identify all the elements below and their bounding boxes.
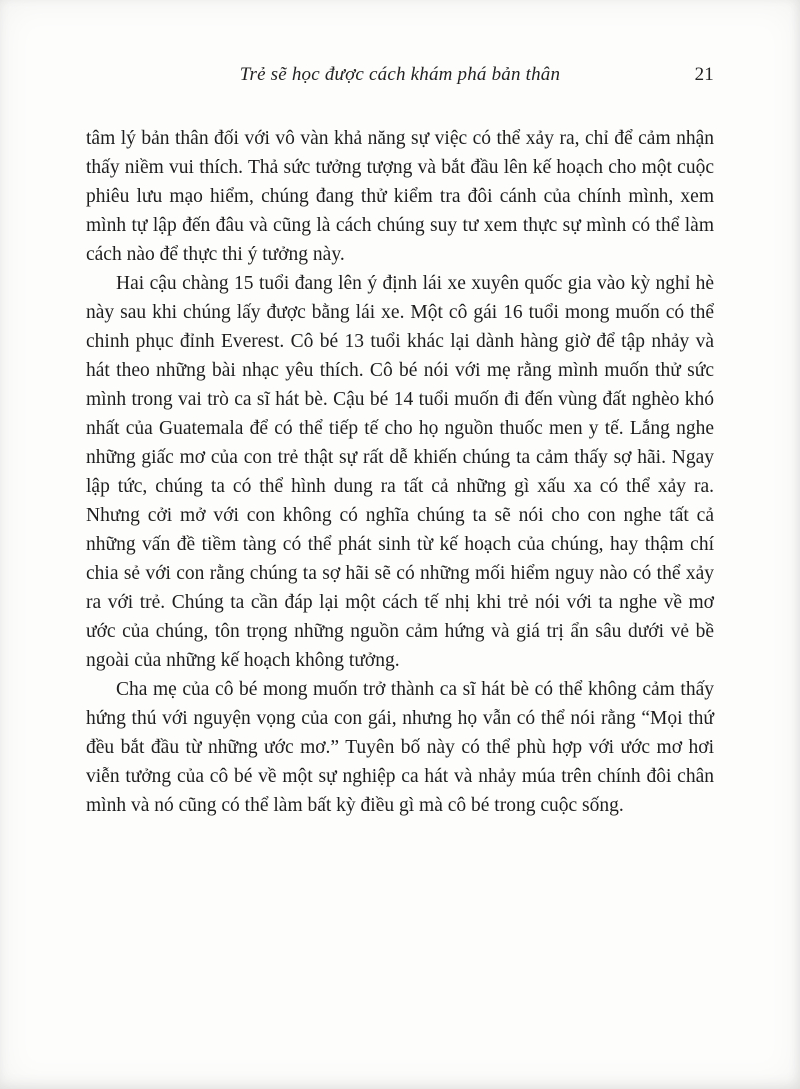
paragraph: Cha mẹ của cô bé mong muốn trở thành ca sĩ hát bè có thể không cảm thấy hứng thú với nguyện vọng của con gái, nhưng họ vẫn có thể nói rằng “Mọi thứ đều bắt đầu từ những ước mơ.” Tuyên bố này có thể phù hợp với ước mơ hơi viễn tưởng của cô bé về một sự nghiệp ca hát và nhảy múa trên chính đôi chân mình và nó cũng có thể làm bất kỳ điều gì mà cô bé trong cuộc sống.	[86, 679, 714, 816]
paragraph: tâm lý bản thân đối với vô vàn khả năng sự việc có thể xảy ra, chỉ để cảm nhận thấy niềm vui thích. Thả sức tưởng tượng và bắt đầu lên kế hoạch cho một cuộc phiêu lưu mạo hiểm, chúng đang thử kiểm tra đôi cánh của chính mình, xem mình tự lập đến đâu và cũng là cách chúng suy tư xem thực sự mình có thể làm cách nào để thực thi ý tưởng này.	[86, 128, 714, 265]
running-header-title: Trẻ sẽ học được cách khám phá bản thân	[239, 64, 561, 85]
running-header	[86, 62, 714, 88]
paragraph: Hai cậu chàng 15 tuổi đang lên ý định lái xe xuyên quốc gia vào kỳ nghỉ hè này sau khi chúng lấy được bằng lái xe. Một cô gái 16 tuổi mong muốn có thể chinh phục đỉnh Everest. Cô bé 13 tuổi khác lại dành hàng giờ để tập nhảy và hát theo những bài nhạc yêu thích. Cô bé nói với mẹ rằng mình muốn thử sức mình trong vai trò ca sĩ hát bè. Cậu bé 14 tuổi muốn đi đến vùng đất nghèo khó nhất của Guatemala để có thể tiếp tế cho họ nguồn thuốc men y tế. Lắng nghe những giấc mơ của con trẻ thật sự rất dễ khiến chúng ta cảm thấy sợ hãi. Ngay lập tức, chúng ta có thể hình dung ra tất cả những gì xấu xa có thể xảy ra. Nhưng cởi mở với con không có nghĩa chúng ta sẽ nói cho con nghe tất cả những vấn đề tiềm tàng có thể phát sinh từ kế hoạch của chúng, hay thậm chí chia sẻ với con rằng chúng ta sợ hãi sẽ có những mối hiểm nguy nào có thể xảy ra với trẻ. Chúng ta cần đáp lại một cách tế nhị khi trẻ nói với ta nghe về mơ ước của chúng, tôn trọng những nguồn cảm hứng và giá trị ẩn sâu dưới vẻ bề ngoài của những kế hoạch không tưởng.	[86, 273, 714, 671]
body-text	[86, 124, 714, 820]
page-number: 21	[694, 64, 714, 85]
